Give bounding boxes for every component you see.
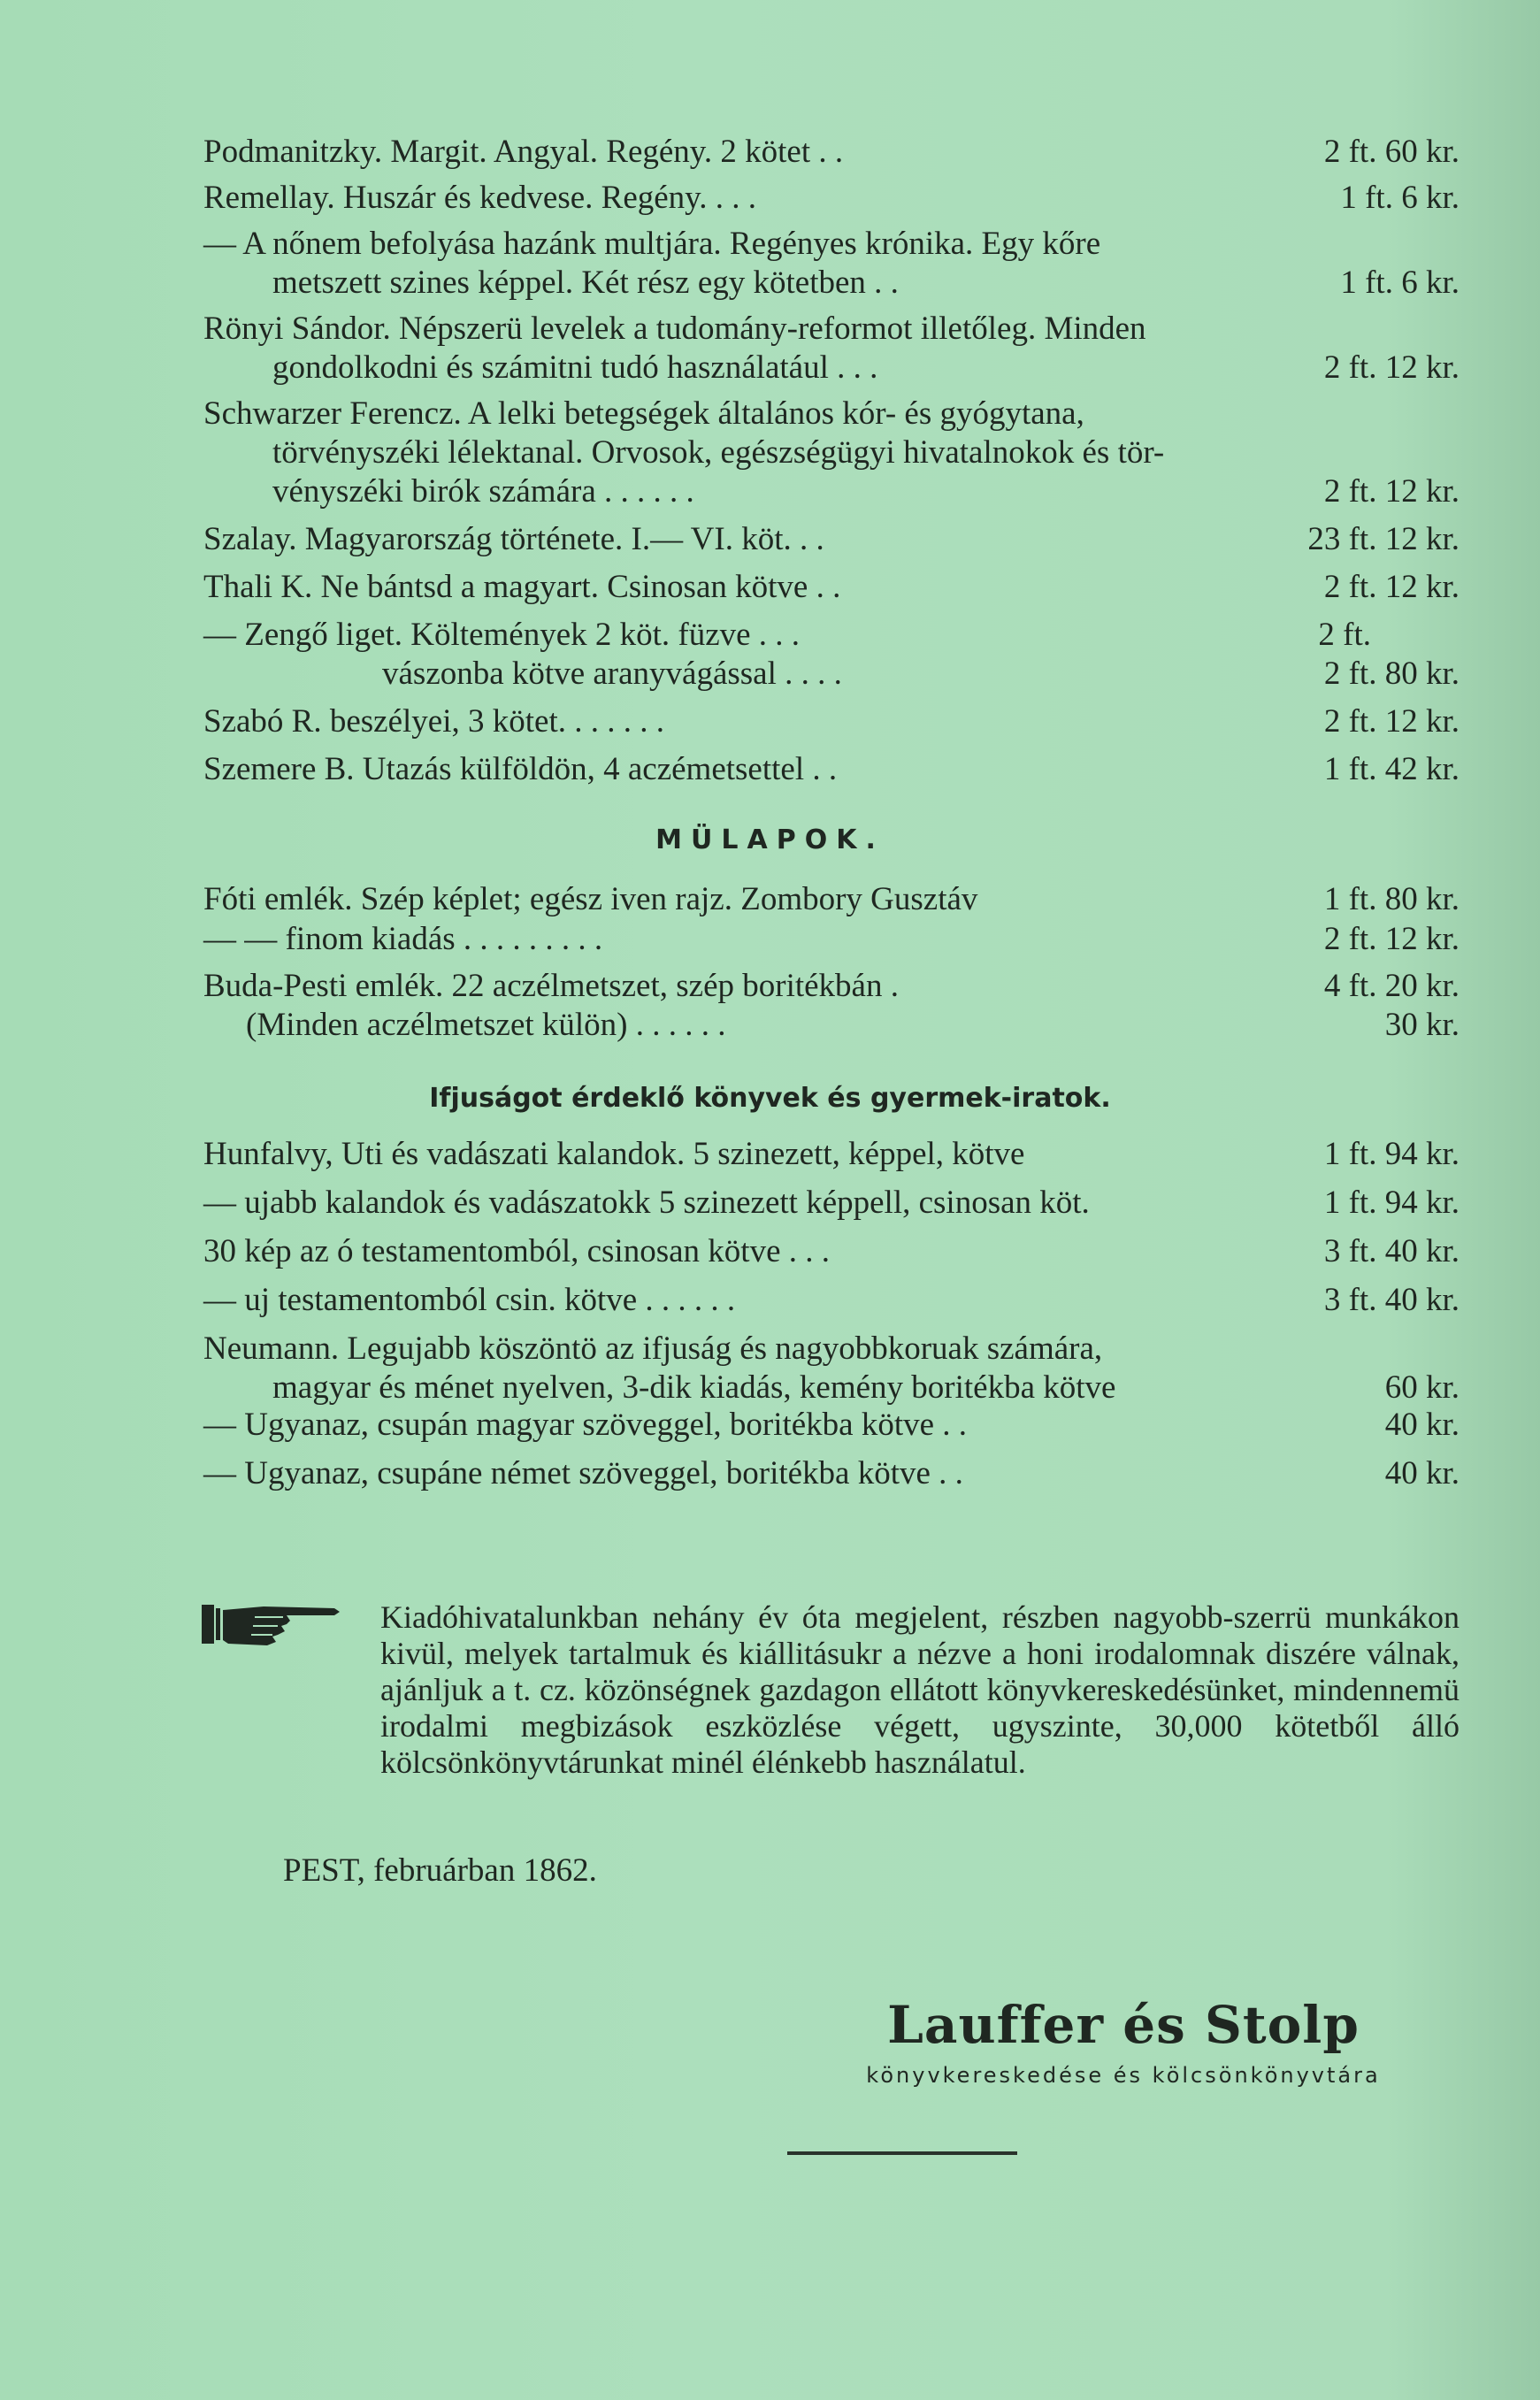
entry-price: 2 ft. 80 kr. (1323, 656, 1460, 692)
entry-text: — ujabb kalandok és vadászatokk 5 szinezett képpell, csinosan köt. (203, 1185, 1090, 1221)
date-line: PEST, februárban 1862. (283, 1852, 597, 1889)
entry-text: vényszéki birók számára . . . . . . (272, 473, 694, 510)
entry-text: Szabó R. beszélyei, 3 kötet. . . . . . . (203, 703, 664, 740)
section-heading-youth: Ifjuságot érdeklő könyvek és gyermek-iratok. (429, 1083, 1111, 1114)
entry-price: 1 ft. 80 kr. (1323, 881, 1460, 917)
entry-text: Hunfalvy, Uti és vadászati kalandok. 5 szinezett, képpel, kötve (203, 1136, 1025, 1172)
entry-text: metszett szines képpel. Két rész egy kötetben . . (272, 265, 899, 301)
entry-price: 23 ft. 12 kr. (1307, 521, 1460, 557)
entry-text: Buda-Pesti emlék. 22 aczélmetszet, szép boritékbán . (203, 968, 899, 1004)
entry-text: Podmanitzky. Margit. Angyal. Regény. 2 kötet . . (203, 134, 844, 170)
entry-text: — — finom kiadás . . . . . . . . . (203, 921, 603, 957)
entry-text: (Minden aczélmetszet külön) . . . . . . (246, 1007, 726, 1043)
entry-price: 1 ft. 42 kr. (1323, 751, 1460, 787)
entry-text: — Ugyanaz, csupán magyar szöveggel, boritékba kötve . . (203, 1407, 968, 1443)
entry-price: 30 kr. (1384, 1007, 1460, 1043)
pointing-hand-icon (202, 1598, 343, 1651)
entry-price: 40 kr. (1384, 1407, 1460, 1443)
entry-price: 1 ft. 6 kr. (1340, 265, 1460, 301)
entry-text: — uj testamentomból csin. kötve . . . . . . (203, 1282, 736, 1318)
entry-text: Thali K. Ne bántsd a magyart. Csinosan kötve . . (203, 569, 841, 605)
entry-text: — Zengő liget. Költemények 2 köt. füzve . . . (203, 617, 801, 653)
entry-price: 3 ft. 40 kr. (1323, 1233, 1460, 1269)
divider-rule (787, 2151, 1017, 2155)
entry-price: 2 ft. 12 kr. (1323, 349, 1460, 386)
entry-price: 1 ft. 6 kr. (1340, 180, 1460, 216)
entry-text: Schwarzer Ferencz. A lelki betegségek általános kór- és gyógytana, (203, 395, 1084, 432)
entry-price: 2 ft. (1318, 617, 1371, 653)
entry-text: gondolkodni és számitni tudó használatául . . . (272, 349, 878, 386)
entry-price: 1 ft. 94 kr. (1323, 1136, 1460, 1172)
entry-price: 2 ft. 12 kr. (1323, 569, 1460, 605)
entry-text: — A nőnem befolyása hazánk multjára. Regényes krónika. Egy kőre (203, 226, 1101, 262)
entry-price: 3 ft. 40 kr. (1323, 1282, 1460, 1318)
entry-price: 2 ft. 12 kr. (1323, 921, 1460, 957)
entry-text: — Ugyanaz, csupáne német szöveggel, boritékba kötve . . (203, 1455, 963, 1491)
publisher-subtitle: könyvkereskedése és kölcsönkönyvtára (866, 2063, 1381, 2088)
entry-text: 30 kép az ó testamentomból, csinosan kötve . . . (203, 1233, 830, 1269)
entry-text: Fóti emlék. Szép képlet; egész iven rajz. Zombory Gusztáv (203, 881, 978, 917)
entry-text: Rönyi Sándor. Népszerü levelek a tudomány-reformot illetőleg. Minden (203, 311, 1146, 347)
publisher-notice: Kiadóhivatalunkban nehány év óta megjelent, részben nagyobb-szerrü munkákon kivül, melyek tartalmuk és kiállitásukr a nézve a honi irodalomnak diszére válnak, ajánljuk a t. cz. közönségnek gazdagon ellátott könyvkereskedésünket, mindennemü irodalmi megbizások eszközlése végett, ugyszinte, 30,000 kötetből álló kölcsönkönyvtárunkat minél élénkebb használatul. (380, 1599, 1460, 1780)
entry-text: Remellay. Huszár és kedvese. Regény. . . . (203, 180, 757, 216)
entry-price: 2 ft. 60 kr. (1323, 134, 1460, 170)
entry-text: Szemere B. Utazás külföldön, 4 aczémetsettel . . (203, 751, 838, 787)
entry-price: 60 kr. (1384, 1369, 1460, 1406)
entry-text: magyar és ménet nyelven, 3-dik kiadás, kemény boritékba kötve (272, 1369, 1116, 1406)
entry-text: Neumann. Legujabb köszöntö az ifjuság és nagyobbkoruak számára, (203, 1330, 1103, 1367)
entry-text: Szalay. Magyarország története. I.— VI. köt. . . (203, 521, 824, 557)
entry-price: 2 ft. 12 kr. (1323, 703, 1460, 740)
entry-price: 40 kr. (1384, 1455, 1460, 1491)
entry-text: törvényszéki lélektanal. Orvosok, egészségügyi hivatalnokok és tör- (272, 434, 1165, 471)
entry-price: 4 ft. 20 kr. (1323, 968, 1460, 1004)
section-heading-mulapok: MÜLAPOK. (655, 824, 885, 855)
publisher-name: Lauffer és Stolp (887, 1995, 1360, 2055)
entry-price: 2 ft. 12 kr. (1323, 473, 1460, 510)
entry-price: 1 ft. 94 kr. (1323, 1185, 1460, 1221)
entry-text: vászonba kötve aranyvágással . . . . (382, 656, 842, 692)
